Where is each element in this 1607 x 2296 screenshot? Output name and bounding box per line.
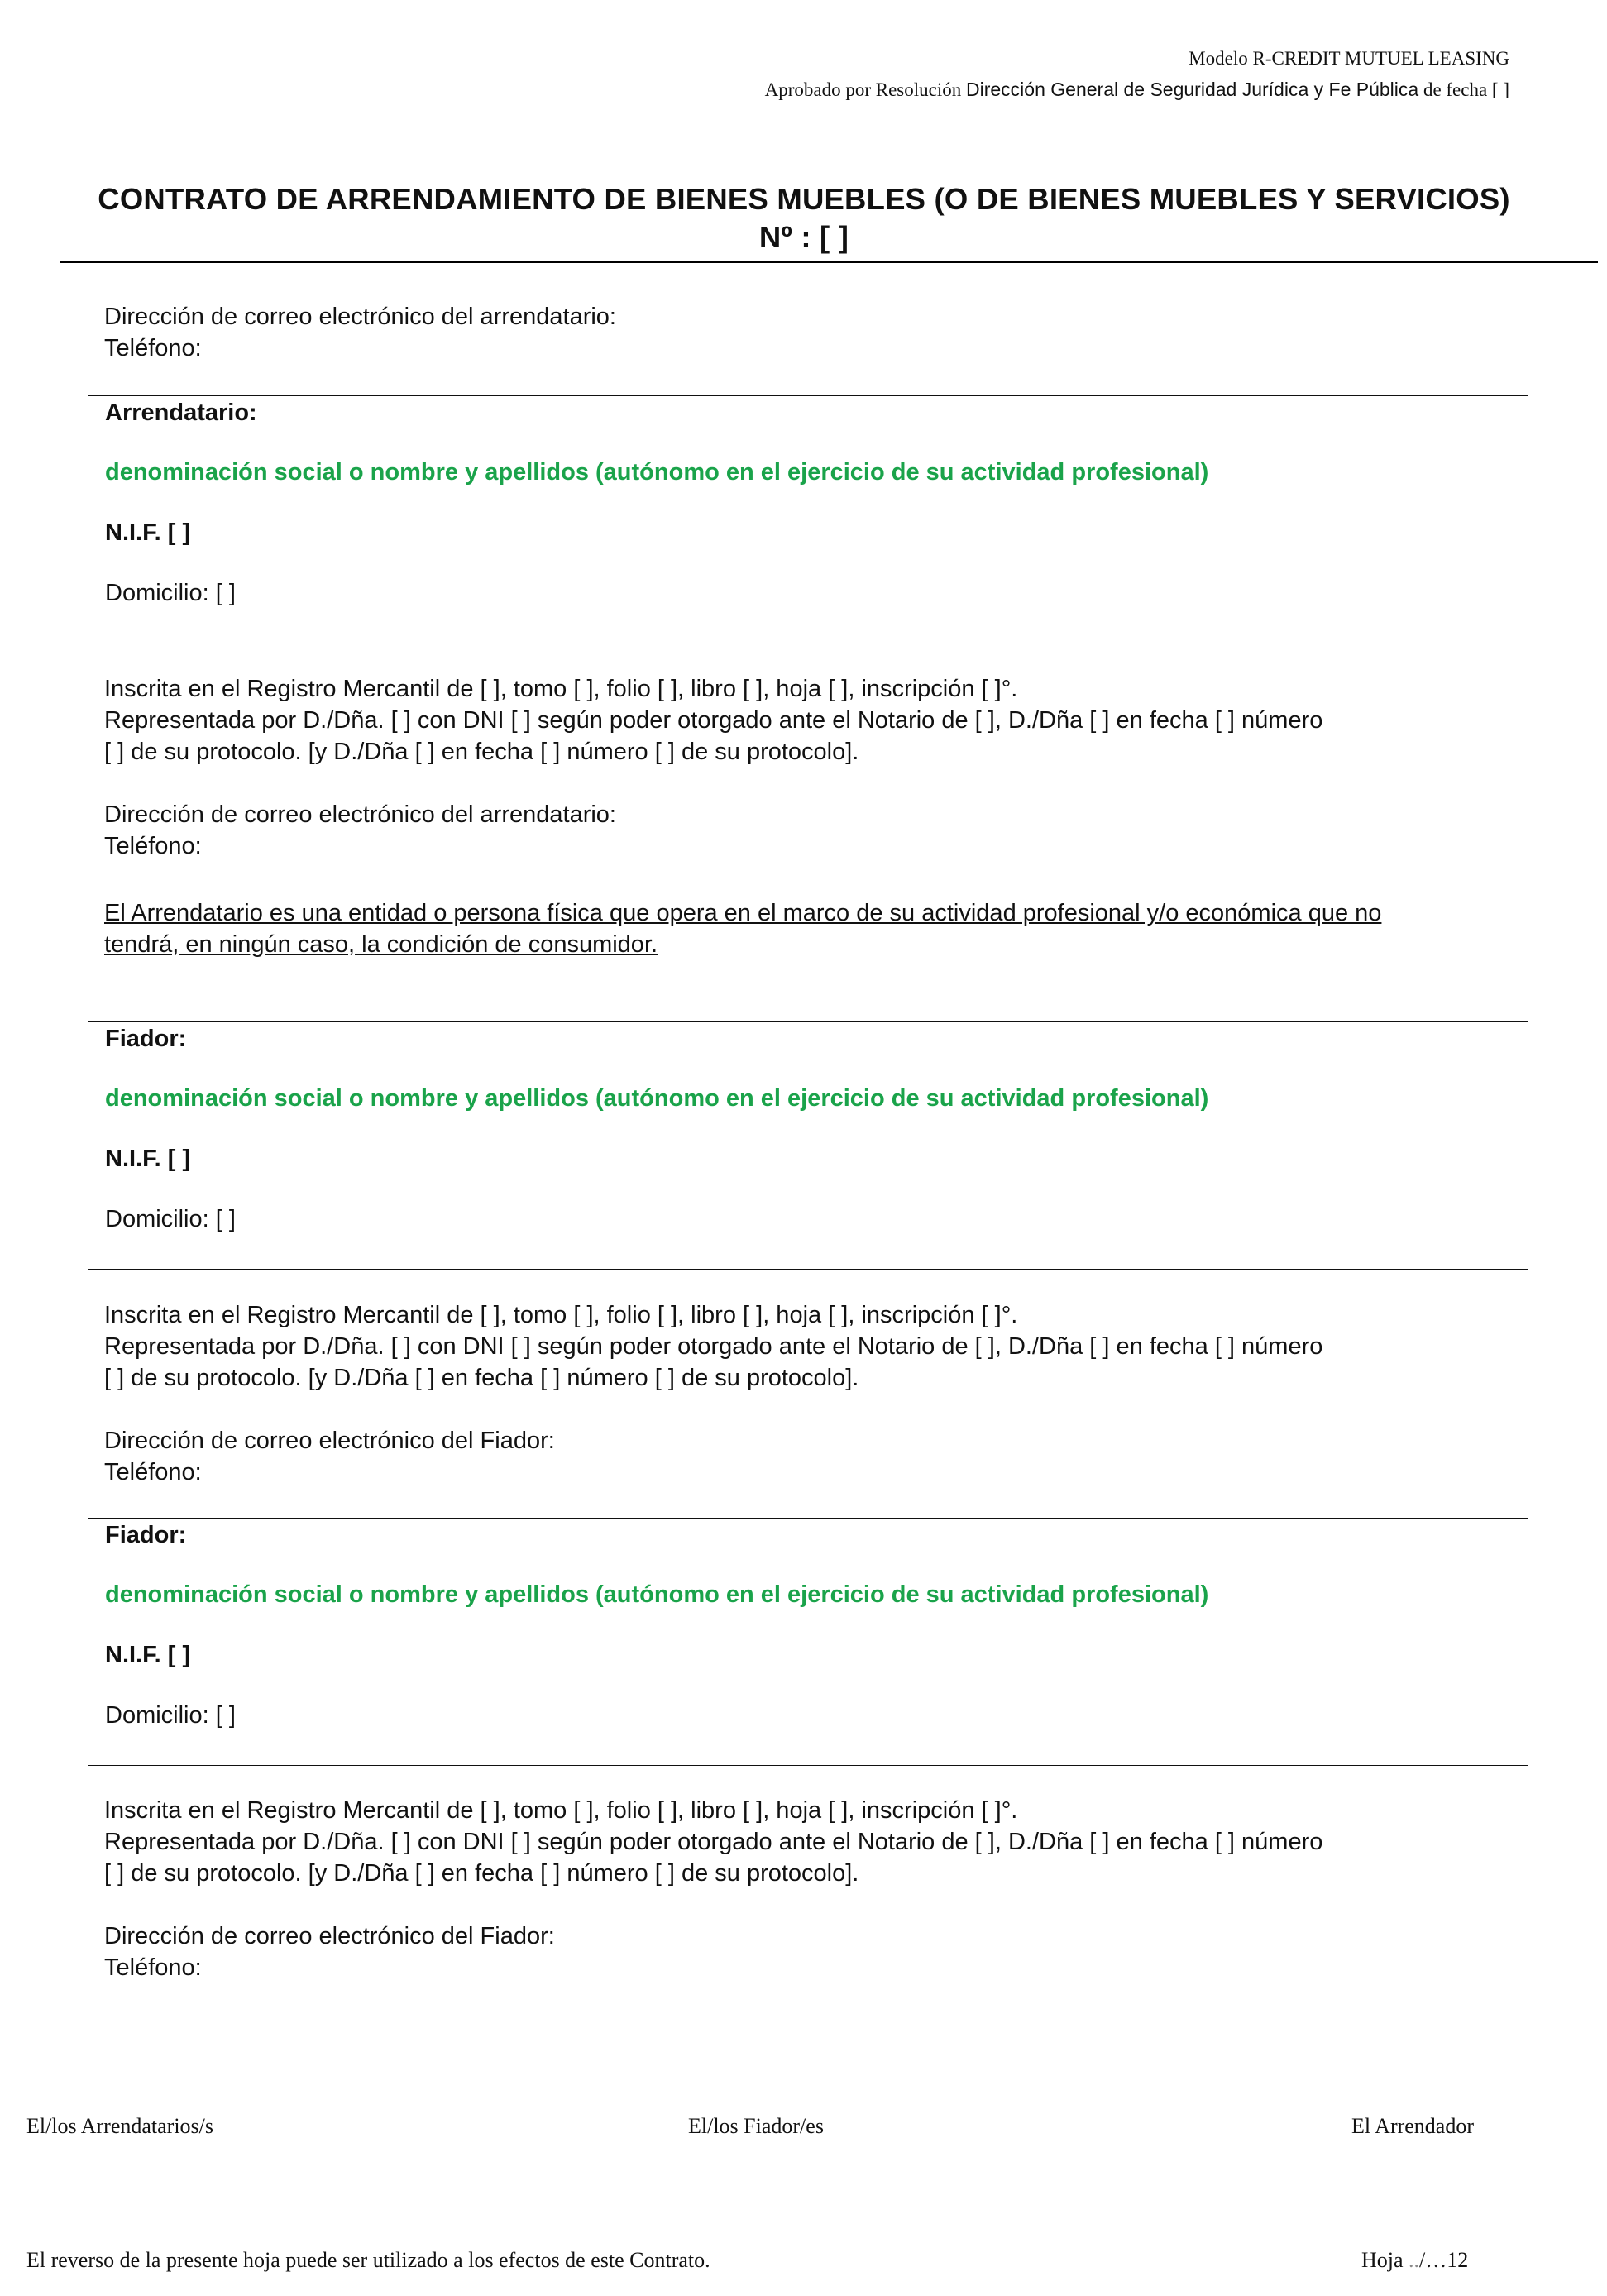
guarantor-1-address: Domicilio: [ ]	[105, 1206, 236, 1232]
guarantor-1-name-placeholder: denominación social o nombre y apellidos (autónomo en el ejercicio de su actividad profesional)	[105, 1085, 1209, 1112]
guarantor-1-email-label: Dirección de correo electrónico del Fiador:	[104, 1428, 555, 1454]
guarantor-1-role: Fiador:	[105, 1026, 187, 1052]
guarantor-1-registry: Inscrita en el Registro Mercantil de [ ], tomo [ ], folio [ ], libro [ ], hoja [ ], inscripción [ ]°.	[104, 1302, 1018, 1328]
guarantor-1-representation-1: Representada por D./Dña. [ ] con DNI [ ] según poder otorgado ante el Notario de [ ], D./Dña [ ] en fecha [ ] número	[104, 1333, 1323, 1360]
approval-prefix: Aprobado por Resolución	[764, 79, 962, 100]
tenant-nif: N.I.F. [ ]	[105, 519, 191, 546]
guarantor-2-representation-1: Representada por D./Dña. [ ] con DNI [ ] según poder otorgado ante el Notario de [ ], D./Dña [ ] en fecha [ ] número	[104, 1829, 1323, 1855]
contract-title-main: CONTRATO DE ARRENDAMIENTO DE BIENES MUEBLES (O DE BIENES MUEBLES Y SERVICIOS)	[98, 182, 1510, 216]
guarantor-1-representation-2: [ ] de su protocolo. [y D./Dña [ ] en fecha [ ] número [ ] de su protocolo].	[104, 1365, 859, 1391]
signature-tenants: El/los Arrendatarios/s	[26, 2114, 214, 2138]
guarantor-box-2	[88, 1518, 1528, 1766]
signature-guarantors: El/los Fiador/es	[688, 2114, 824, 2138]
tenant-representation-2: [ ] de su protocolo. [y D./Dña [ ] en fecha [ ] número [ ] de su protocolo].	[104, 739, 859, 765]
footer-note: El reverso de la presente hoja puede ser utilizado a los efectos de este Contrato.	[26, 2248, 710, 2272]
page-indicator	[1361, 2248, 1468, 2273]
guarantor-2-email-label: Dirección de correo electrónico del Fiador:	[104, 1923, 555, 1949]
contract-number: Nº : [ ]	[758, 220, 849, 254]
intro-contact	[104, 301, 1527, 364]
tenant-name-placeholder: denominación social o nombre y apellidos (autónomo en el ejercicio de su actividad profesional)	[105, 459, 1209, 486]
guarantor-2-name-placeholder: denominación social o nombre y apellidos (autónomo en el ejercicio de su actividad profesional)	[105, 1581, 1209, 1608]
model-label: Modelo R-CREDIT MUTUEL LEASING	[1189, 48, 1509, 69]
tenant-representation-1: Representada por D./Dña. [ ] con DNI [ ] según poder otorgado ante el Notario de [ ], D./Dña [ ] en fecha [ ] número	[104, 707, 1323, 734]
guarantor-2-address: Domicilio: [ ]	[105, 1702, 236, 1729]
consumer-clause	[104, 897, 1527, 960]
page-current: ..	[1409, 2248, 1420, 2272]
approval-authority: Dirección General de Seguridad Jurídica y Fe Pública	[966, 79, 1419, 100]
guarantor-2-registry: Inscrita en el Registro Mercantil de [ ], tomo [ ], folio [ ], libro [ ], hoja [ ], inscripción [ ]°.	[104, 1797, 1018, 1824]
tenant-email-label: Dirección de correo electrónico del arrendatario:	[104, 801, 616, 828]
tenant-role: Arrendatario:	[105, 399, 257, 426]
guarantor-2-phone-label: Teléfono:	[104, 1954, 202, 1981]
tenant-contact	[104, 799, 1527, 862]
approval-suffix: de fecha [ ]	[1423, 79, 1509, 100]
guarantor-2-role: Fiador:	[105, 1522, 187, 1548]
consumer-clause-line1: El Arrendatario es una entidad o persona física que opera en el marco de su actividad profesional y/o económica que no	[104, 900, 1382, 926]
tenant-address: Domicilio: [ ]	[105, 580, 236, 606]
guarantor-2-details	[104, 1795, 1527, 1889]
approval-line	[765, 79, 1509, 101]
signature-lessor: El Arrendador	[1351, 2114, 1475, 2138]
tenant-registry: Inscrita en el Registro Mercantil de [ ], tomo [ ], folio [ ], libro [ ], hoja [ ], inscripción [ ]°.	[104, 676, 1018, 702]
tenant-phone-label: Teléfono:	[104, 833, 202, 859]
guarantor-1-phone-label: Teléfono:	[104, 1459, 202, 1485]
tenant-details	[104, 673, 1527, 768]
intro-email-label: Dirección de correo electrónico del arrendatario:	[104, 304, 616, 330]
intro-phone-label: Teléfono:	[104, 335, 202, 361]
contract-title	[60, 180, 1548, 256]
guarantor-box-1	[88, 1021, 1528, 1270]
page-total: /…12	[1419, 2248, 1469, 2272]
guarantor-1-details	[104, 1299, 1527, 1394]
guarantor-2-representation-2: [ ] de su protocolo. [y D./Dña [ ] en fecha [ ] número [ ] de su protocolo].	[104, 1860, 859, 1887]
title-divider	[60, 261, 1598, 263]
guarantor-2-nif: N.I.F. [ ]	[105, 1642, 191, 1668]
page-prefix: Hoja	[1361, 2248, 1404, 2272]
consumer-clause-line2: tendrá, en ningún caso, la condición de consumidor.	[104, 931, 658, 958]
tenant-box	[88, 395, 1528, 643]
guarantor-1-contact	[104, 1425, 1527, 1488]
guarantor-1-nif: N.I.F. [ ]	[105, 1146, 191, 1172]
guarantor-2-contact	[104, 1921, 1527, 1983]
